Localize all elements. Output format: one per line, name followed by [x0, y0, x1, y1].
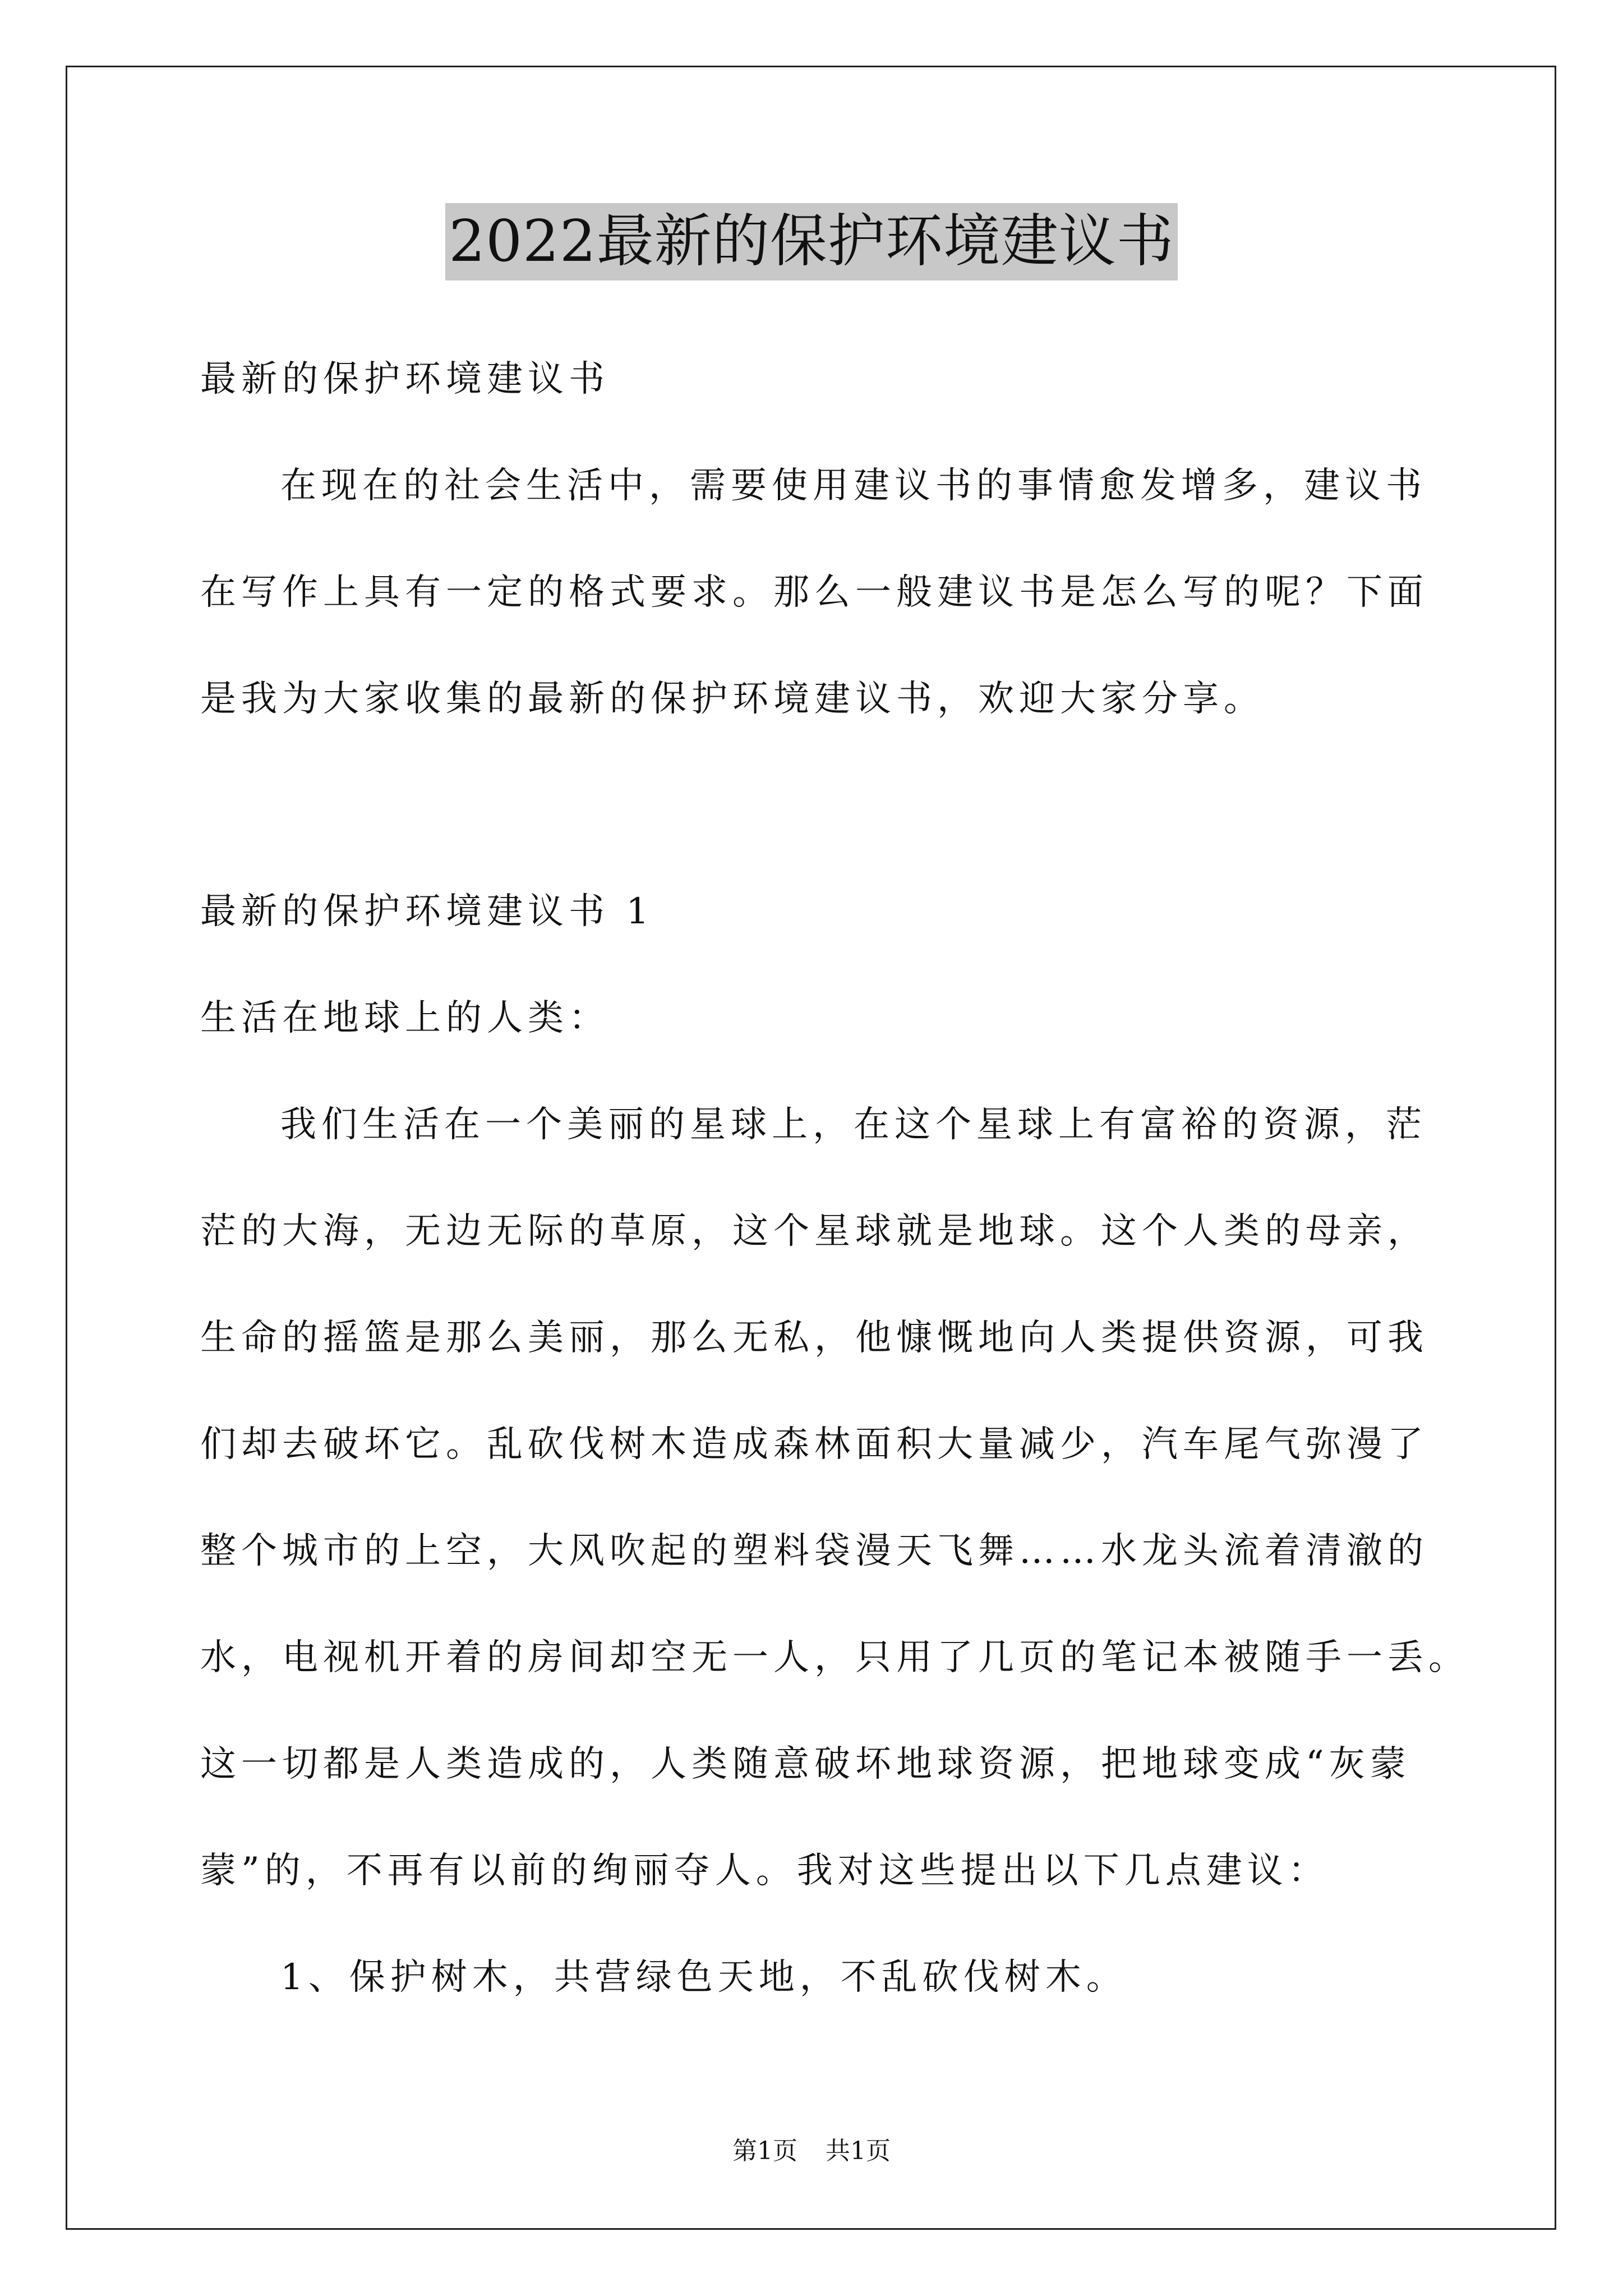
page-footer	[0, 2134, 1623, 2168]
salutation: 生活在地球上的人类：	[200, 997, 610, 1039]
intro-line-2: 在写作上具有一定的格式要求。那么一般建议书是怎么写的呢？下面	[200, 572, 1428, 613]
subtitle: 最新的保护环境建议书	[200, 358, 610, 400]
body-line-1: 我们生活在一个美丽的星球上，在这个星球上有富裕的资源，茫	[280, 1104, 1427, 1145]
intro-line-1: 在现在的社会生活中，需要使用建议书的事情愈发增多，建议书	[280, 465, 1427, 507]
body-line-3: 生命的摇篮是那么美丽，那么无私，他慷慨地向人类提供资源，可我	[200, 1317, 1428, 1359]
body-line-2: 茫的大海，无边无际的草原，这个星球就是地球。这个人类的母亲，	[200, 1211, 1428, 1252]
body-line-4: 们却去破坏它。乱砍伐树木造成森林面积大量减少，汽车尾气弥漫了	[200, 1424, 1428, 1465]
section-heading: 最新的保护环境建议书 1	[200, 891, 654, 932]
page-number-total: 共1页	[826, 2137, 891, 2165]
body-line-8: 蒙”的，不再有以前的绚丽夺人。我对这些提出以下几点建议：	[200, 1850, 1329, 1892]
body-line-5: 整个城市的上空，大风吹起的塑料袋漫天飞舞……水龙头流着清澈的	[200, 1530, 1428, 1572]
body-line-6: 水，电视机开着的房间却空无一人，只用了几页的笔记本被随手一丢。	[200, 1637, 1469, 1678]
body-line-7: 这一切都是人类造成的，人类随意破坏地球资源，把地球变成“灰蒙	[200, 1743, 1411, 1785]
title-container	[0, 203, 1623, 280]
intro-line-3: 是我为大家收集的最新的保护环境建议书，欢迎大家分享。	[200, 678, 1265, 720]
list-item-1: 1、保护树木，共营绿色天地，不乱砍伐树木。	[280, 1957, 1127, 1998]
page-number-current: 第1页	[732, 2137, 797, 2165]
document-title: 2022最新的保护环境建议书	[445, 203, 1178, 280]
